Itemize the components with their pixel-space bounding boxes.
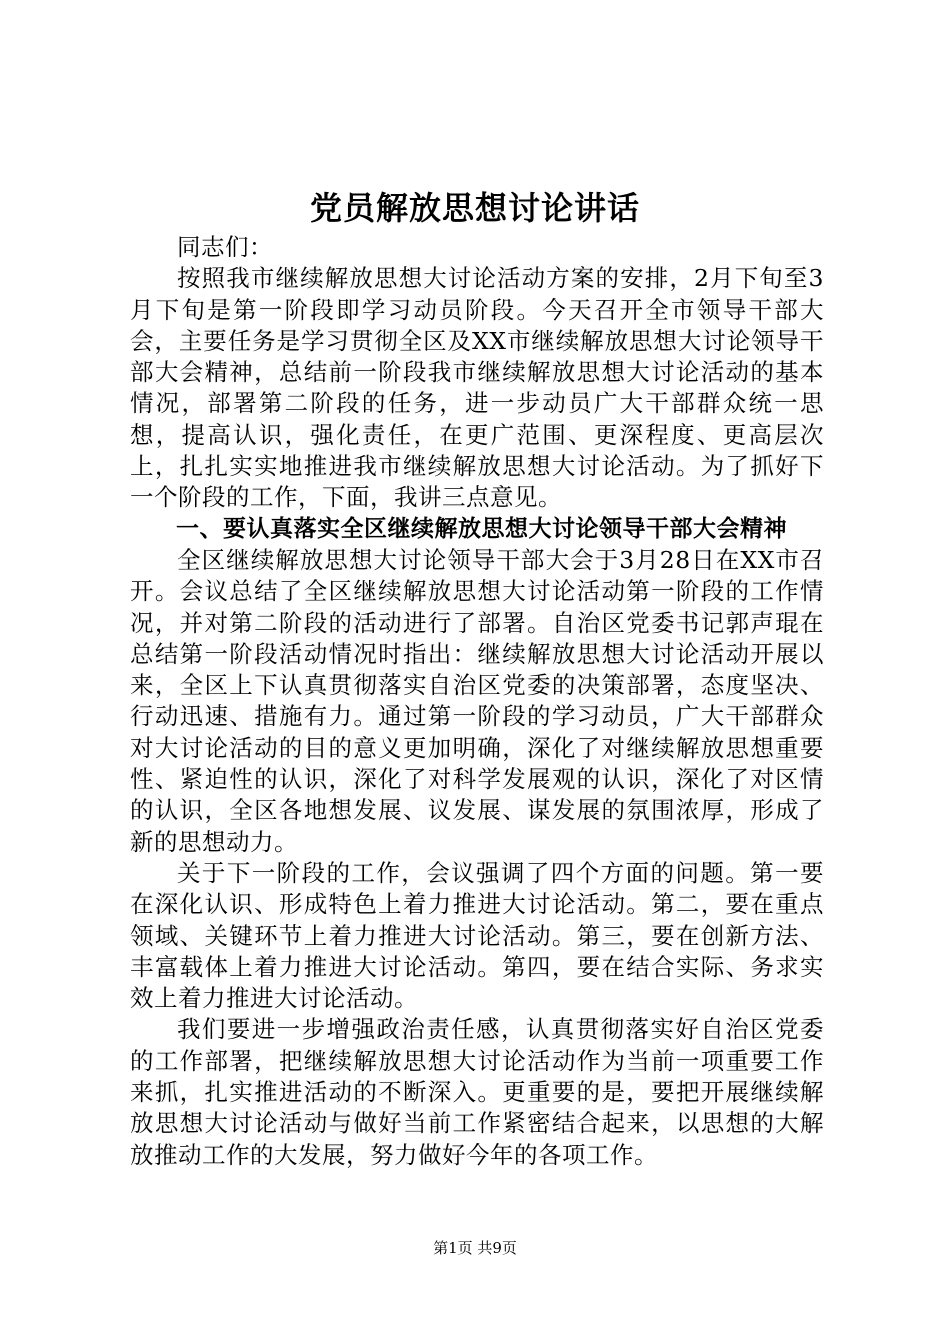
section-paragraph-1: 全区继续解放思想大讨论领导干部大会于3月28日在XX市召开。会议总结了全区继续解放思想大讨论活动第一阶段的工作情况，并对第二阶段的活动进行了部署。自治区党委书记郭声琨在总结第一阶段活动情况时指出：继续解放思想大讨论活动开展以来，全区上下认真贯彻落实自治区党委的决策部署，态度坚决、行动迅速、措施有力。通过第一阶段的学习动员，广大干部群众对大讨论活动的目的意义更加明确，深化了对继续解放思想重要性、紧迫性的认识，深化了对科学发展观的认识，深化了对区情的认识，全区各地想发展、议发展、谋发展的氛围浓厚，形成了新的思想动力。 xyxy=(130,545,824,856)
document-title: 党员解放思想讨论讲话 xyxy=(309,189,640,227)
page-footer: 第1页 共9页 xyxy=(433,1239,517,1257)
salutation: 同志们： xyxy=(177,233,273,261)
intro-paragraph: 按照我市继续解放思想大讨论活动方案的安排，2月下旬至3月下旬是第一阶段即学习动员阶段。今天召开全市领导干部大会，主要任务是学习贯彻全区及XX市继续解放思想大讨论领导干部大会精神，总结前一阶段我市继续解放思想大讨论活动的基本情况，部署第二阶段的任务，进一步动员广大干部群众统一思想，提高认识，强化责任，在更广范围、更深程度、更高层次上，扎扎实实地推进我市继续解放思想大讨论活动。为了抓好下一个阶段的工作，下面，我讲三点意见。 xyxy=(130,264,824,512)
section-heading: 一、要认真落实全区继续解放思想大讨论领导干部大会精神 xyxy=(176,515,787,542)
section-paragraph-2: 关于下一阶段的工作，会议强调了四个方面的问题。第一要在深化认识、形成特色上着力推进大讨论活动。第二，要在重点领域、关键环节上着力推进大讨论活动。第三，要在创新方法、丰富载体上着力推进大讨论活动。第四，要在结合实际、务求实效上着力推进大讨论活动。 xyxy=(130,858,824,1013)
section-paragraph-3: 我们要进一步增强政治责任感，认真贯彻落实好自治区党委的工作部署，把继续解放思想大讨论活动作为当前一项重要工作来抓，扎实推进活动的不断深入。更重要的是，要把开展继续解放思想大讨论活动与做好当前工作紧密结合起来，以思想的大解放推动工作的大发展，努力做好今年的各项工作。 xyxy=(130,1015,824,1169)
document-body xyxy=(130,232,824,1171)
